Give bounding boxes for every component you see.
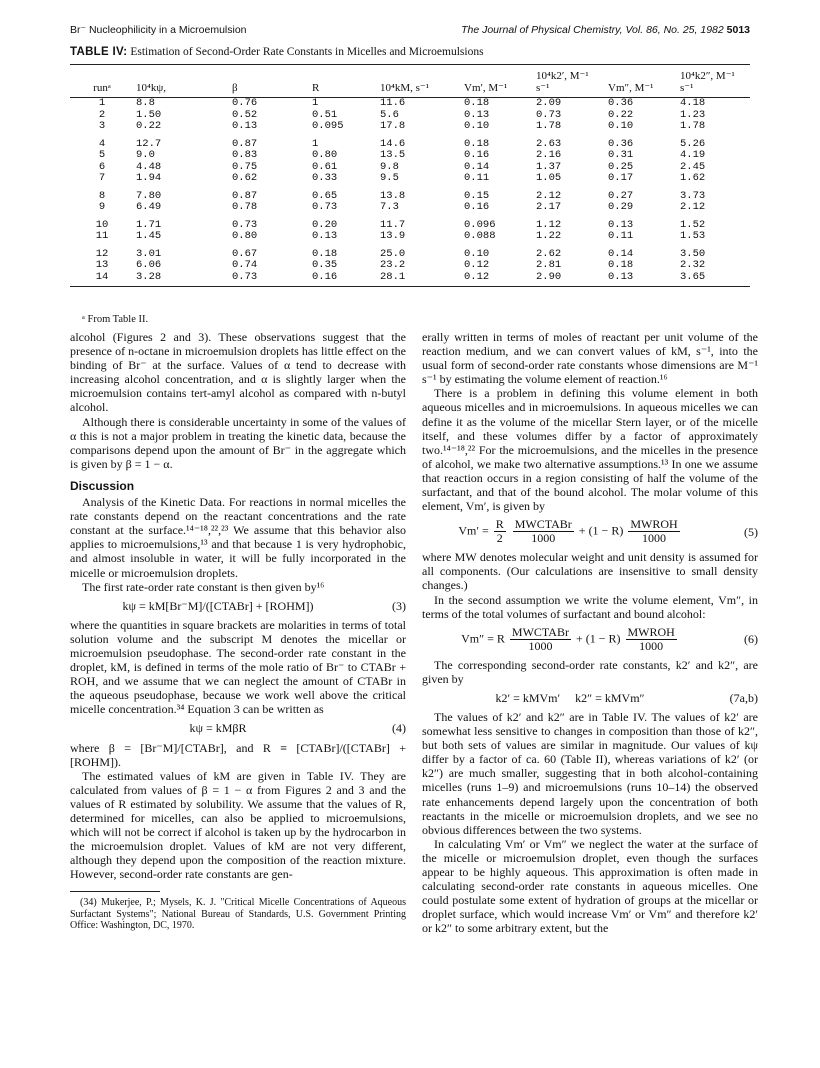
table-cell: 0.36 bbox=[608, 97, 634, 109]
table-cell: 6 bbox=[98, 160, 106, 173]
table-cell: 14 bbox=[70, 272, 134, 287]
paragraph: where the quantities in square brackets are molarities in terms of total solution volume and the subscript M denotes the micellar or microemulsion pseudophase. The second-order rate constant in the droplet, kM, is defined in terms of the mole ratio of Br⁻ to CTABr + ROH, and we assume that we can neglect the amount of CTABr in the aqueous pseudophase, because we work well above the critical micelle concentration.³⁴ Equation 3 can be written as bbox=[70, 617, 406, 717]
table-caption bbox=[70, 46, 760, 58]
table-cell: 7.3 bbox=[380, 201, 399, 213]
equation-3 bbox=[70, 599, 406, 613]
table-cell: 3.01 bbox=[136, 247, 162, 260]
table-cell: 0.13 bbox=[312, 230, 338, 242]
table-cell: 0.13 bbox=[608, 218, 634, 231]
table-cell: 1.05 bbox=[536, 172, 562, 184]
table-cell: 0.73 bbox=[232, 218, 258, 231]
table-cell: 0.80 bbox=[232, 230, 258, 242]
paragraph: Analysis of the Kinetic Data. For reactions in normal micelles the rate constants depend on the reactant concentrations and the rate constant at the surface.¹⁴⁻¹⁸,²²,²³ We assume that this behavior also applies to microemulsions,¹³ and that because 1 is very hydrophobic, and almost insoluble in water, it will be fully incorporated in the micelle or microemulsion droplets. bbox=[70, 495, 406, 580]
table-row bbox=[70, 133, 750, 151]
table-cell: 0.13 bbox=[606, 272, 678, 287]
table-row bbox=[70, 185, 750, 203]
table-cell: 0.22 bbox=[136, 120, 162, 132]
fraction-numerator: MWROH bbox=[630, 517, 678, 532]
table-cell: 1.52 bbox=[680, 218, 706, 231]
equation-5-number: (5) bbox=[744, 524, 758, 539]
table-cell: 5.6 bbox=[380, 108, 399, 121]
col-header-r: R bbox=[310, 70, 378, 98]
table-title: Estimation of Second-Order Rate Constants in Micelles and Microemulsions bbox=[130, 46, 484, 58]
paragraph: alcohol (Figures 2 and 3). These observations suggest that the presence of n-octane in microemulsion droplets has little effect on the binding of Br⁻ at the surface. Values of α tend to decrease with increasing alcohol concentration, and α is slightly larger when the microemulsion contains tert-amyl alcohol as compared with n-butyl alcohol. bbox=[70, 330, 406, 415]
table-cell: 0.78 bbox=[232, 201, 258, 213]
table-cell: 12 bbox=[95, 247, 109, 260]
fraction-denominator: 1000 bbox=[531, 531, 556, 546]
table-cell: 8 bbox=[98, 189, 106, 202]
left-text-column bbox=[70, 330, 406, 932]
table-cell: 0.095 bbox=[312, 120, 344, 132]
equation-6-number: (6) bbox=[744, 632, 758, 647]
table-cell: 13 bbox=[95, 259, 109, 271]
equation-5-body bbox=[422, 518, 718, 545]
table-cell: 0.10 bbox=[464, 120, 490, 132]
table-cell: 0.67 bbox=[232, 247, 258, 260]
table-cell: 1.37 bbox=[536, 160, 562, 173]
table-cell: 13.9 bbox=[380, 230, 406, 242]
table-cell: 0.33 bbox=[312, 172, 338, 184]
paragraph: The values of k2′ and k2″ are in Table IV. The values of k2′ are somewhat less sensitive to changes in composition than those of k2″, but both sets of values are similar in magnitude. Our values of kψ differ by a factor of ca. 60 (Table II), whereas variations of k2′ (or k2″) are much smaller, suggesting that in both alcohol-containing micelles (runs 1–9) and microemulsions (runs 10–14) the observed rate enhancements depend largely upon the concentration of both reactants in the micelle or microemulsion droplets, and we see no obvious differences between the two systems. bbox=[422, 709, 758, 837]
table-cell: 0.61 bbox=[312, 160, 338, 173]
col-header-vm-dprime: Vm″, M⁻¹ bbox=[606, 70, 678, 98]
table-cell: 1.78 bbox=[536, 120, 562, 132]
table-cell: 0.088 bbox=[464, 230, 496, 242]
table-cell: 4.19 bbox=[680, 149, 706, 161]
table-cell: 0.14 bbox=[608, 247, 634, 260]
rate-constant-table bbox=[70, 70, 750, 287]
table-cell: 25.0 bbox=[380, 247, 406, 260]
table-cell: 10 bbox=[95, 218, 109, 231]
table-cell: 0.62 bbox=[232, 172, 258, 184]
table-cell: 2.63 bbox=[536, 137, 562, 150]
table-cell: 4.48 bbox=[136, 160, 162, 173]
table-cell: 1.23 bbox=[680, 108, 706, 121]
table-cell: 9.5 bbox=[380, 172, 399, 184]
paragraph: There is a problem in defining this volume element in both aqueous micelles and in microemulsions. In aqueous micelles we can define it as the volume of the micellar Stern layer, or of the micelle itself, and these volumes differ by a factor of approximately two.¹⁴⁻¹⁸,²² For the microemulsions, and the micelles in the presence of alcohol, we make two alternative assumptions.¹³ In one we assume that reaction occurs in a region consisting of half the volume of the surfactant, and that of the bound alcohol. The molar volume of this element, Vm′, is given by bbox=[422, 386, 758, 514]
table-cell: 1.71 bbox=[136, 218, 162, 231]
table-row bbox=[70, 150, 750, 162]
table-cell: 1 bbox=[98, 97, 106, 109]
table-cell: 1.50 bbox=[136, 108, 162, 121]
table-cell: 5.26 bbox=[680, 137, 706, 150]
equation-6-middle: + (1 − R) bbox=[575, 630, 621, 645]
table-cell: 23.2 bbox=[380, 259, 406, 271]
equation-5-lhs: Vm′ = bbox=[458, 523, 489, 538]
table-cell: 2 bbox=[98, 108, 106, 121]
equation-6-body bbox=[422, 626, 718, 653]
table-cell: 2.09 bbox=[536, 97, 562, 109]
table-cell: 0.73 bbox=[230, 272, 310, 287]
table-cell: 3.73 bbox=[680, 189, 706, 202]
fraction-numerator: MWROH bbox=[627, 624, 675, 639]
table-cell: 0.096 bbox=[464, 218, 496, 231]
table-cell: 0.22 bbox=[608, 108, 634, 121]
right-text-column bbox=[422, 330, 758, 935]
table-row bbox=[70, 110, 750, 122]
table-cell: 0.10 bbox=[464, 247, 490, 260]
table-cell: 1 bbox=[312, 137, 319, 150]
col-header-vm-prime: Vm′, M⁻¹ bbox=[462, 70, 534, 98]
table-cell: 0.76 bbox=[232, 97, 258, 109]
table-body bbox=[70, 98, 750, 287]
table-cell: 1.22 bbox=[536, 230, 562, 242]
table-cell: 6.06 bbox=[136, 259, 162, 271]
table-cell: 1.94 bbox=[136, 172, 162, 184]
paragraph: The estimated values of kM are given in Table IV. They are calculated from values of β = 1 − α from Figures 2 and 3 and the values of R estimated by solubility. We assume that the values of R, determined for micelles, can also be applied to microemulsions, which will not be correct if alcohol is taken up by the hydrocarbon in the microemulsion droplet. Values of kM are not very different, although they depend upon the composition of the reaction mixture. However, second-order rate constants are gen- bbox=[70, 768, 406, 882]
paragraph: In the second assumption we write the volume element, Vm″, in terms of the total volumes of surfactant and bound alcohol: bbox=[422, 592, 758, 621]
fraction-denominator: 1000 bbox=[639, 638, 664, 653]
table-cell: 0.16 bbox=[464, 201, 490, 213]
table-cell: 0.10 bbox=[608, 120, 634, 132]
table-cell: 0.74 bbox=[232, 259, 258, 271]
table-row bbox=[70, 231, 750, 243]
col-header-k2-dprime: 10⁴k2″, M⁻¹ s⁻¹ bbox=[678, 70, 750, 98]
fraction-denominator: 2 bbox=[496, 531, 503, 546]
fraction bbox=[626, 626, 677, 653]
col-header-km: 10⁴kM, s⁻¹ bbox=[378, 70, 462, 98]
fraction-numerator: R bbox=[495, 517, 504, 532]
table-cell: 13.5 bbox=[380, 149, 406, 161]
table-cell: 0.12 bbox=[462, 272, 534, 287]
table-top-rule bbox=[70, 64, 750, 65]
table-row bbox=[70, 162, 750, 174]
table-cell: 0.14 bbox=[464, 160, 490, 173]
table-cell: 0.80 bbox=[312, 149, 338, 161]
table-cell: 0.51 bbox=[312, 108, 338, 121]
col-header-beta: β bbox=[230, 70, 310, 98]
table-cell: 0.20 bbox=[312, 218, 338, 231]
table-header-row bbox=[70, 70, 750, 98]
table-cell: 2.12 bbox=[680, 201, 706, 213]
table-cell: 4.18 bbox=[680, 97, 706, 109]
section-heading-discussion: Discussion bbox=[70, 478, 135, 493]
table-cell: 1.45 bbox=[136, 230, 162, 242]
col-header-run: runᵃ bbox=[70, 70, 134, 98]
equation-6-lhs: Vm″ = R bbox=[461, 630, 505, 645]
equation-5 bbox=[422, 518, 758, 545]
table-cell: 0.18 bbox=[464, 137, 490, 150]
fraction-numerator: MWCTABr bbox=[511, 624, 569, 639]
table-cell: 0.16 bbox=[310, 272, 378, 287]
table-cell: 0.35 bbox=[312, 259, 338, 271]
table-cell: 0.11 bbox=[608, 230, 634, 242]
table-cell: 14.6 bbox=[380, 137, 406, 150]
table-cell: 9.8 bbox=[380, 160, 399, 173]
table-cell: 11.6 bbox=[380, 97, 406, 109]
table-cell: 12.7 bbox=[136, 137, 162, 150]
col-header-kpsi: 10⁴kψ, bbox=[134, 70, 230, 98]
running-head-title: Br⁻ Nucleophilicity in a Microemulsion bbox=[70, 24, 247, 36]
table-cell: 0.18 bbox=[464, 97, 490, 109]
table-cell: 0.83 bbox=[232, 149, 258, 161]
running-head bbox=[70, 24, 750, 40]
equation-7-body: k2′ = kMVm′ k2″ = kMVm″ bbox=[495, 690, 645, 705]
equation-3-number: (3) bbox=[392, 598, 406, 613]
journal-citation: The Journal of Physical Chemistry, Vol. 86, No. 25, 1982 bbox=[461, 24, 724, 36]
table-cell: 0.25 bbox=[608, 160, 634, 173]
paragraph: where β = [Br⁻M]/[CTABr], and R ≡ [CTABr]/([CTABr] + [ROHM]). bbox=[70, 740, 406, 769]
table-row bbox=[70, 202, 750, 214]
table-cell: 0.73 bbox=[312, 201, 338, 213]
table-cell: 0.16 bbox=[464, 149, 490, 161]
table-cell: 0.17 bbox=[608, 172, 634, 184]
table-cell: 2.16 bbox=[536, 149, 562, 161]
equation-4-body: kψ = kMβR bbox=[189, 721, 247, 736]
fraction-denominator: 1000 bbox=[642, 531, 666, 546]
page-number: 5013 bbox=[726, 24, 750, 36]
fraction bbox=[628, 518, 679, 545]
table-cell: 0.36 bbox=[608, 137, 634, 150]
table-cell: 0.11 bbox=[464, 172, 490, 184]
equation-5-middle: + (1 − R) bbox=[578, 523, 624, 538]
table-cell: 0.29 bbox=[608, 201, 634, 213]
table-row bbox=[70, 243, 750, 261]
col-header-k2-prime: 10⁴k2′, M⁻¹ s⁻¹ bbox=[534, 70, 606, 98]
table-cell: 11.7 bbox=[380, 218, 406, 231]
table-row bbox=[70, 98, 750, 110]
table-cell: 0.75 bbox=[232, 160, 258, 173]
table-cell: 0.73 bbox=[536, 108, 562, 121]
table-cell: 8.8 bbox=[136, 97, 155, 109]
table-cell: 11 bbox=[95, 230, 109, 242]
table-cell: 7.80 bbox=[136, 189, 162, 202]
equation-7-number: (7a,b) bbox=[729, 690, 758, 705]
fraction-numerator: MWCTABr bbox=[514, 517, 572, 532]
table-cell: 5 bbox=[98, 149, 106, 161]
table-row bbox=[70, 173, 750, 185]
equation-7 bbox=[422, 691, 758, 705]
table-row bbox=[70, 272, 750, 287]
table-cell: 2.32 bbox=[680, 259, 706, 271]
table-cell: 2.45 bbox=[680, 160, 706, 173]
table-row bbox=[70, 260, 750, 272]
table-cell: 0.12 bbox=[464, 259, 490, 271]
table-cell: 1.53 bbox=[680, 230, 706, 242]
fraction bbox=[513, 518, 574, 545]
table-label: TABLE IV: bbox=[70, 46, 128, 58]
fraction bbox=[510, 626, 571, 653]
table-row bbox=[70, 214, 750, 232]
table-cell: 3 bbox=[98, 120, 106, 132]
table-cell: 6.49 bbox=[136, 201, 162, 213]
fraction bbox=[494, 518, 506, 545]
table-cell: 9 bbox=[98, 201, 106, 213]
table-cell: 28.1 bbox=[378, 272, 462, 287]
table-cell: 9.0 bbox=[136, 149, 155, 161]
reference-34: (34) Mukerjee, P.; Mysels, K. J. "Critical Micelle Concentrations of Aqueous Surfactant Systems"; National Bureau of Standards, U.S. Government Printing Office: Washington, DC, 1970. bbox=[70, 897, 406, 932]
table-cell: 4 bbox=[98, 137, 106, 150]
reference-rule bbox=[70, 891, 160, 892]
table-cell: 0.15 bbox=[464, 189, 490, 202]
table-cell: 1.12 bbox=[536, 218, 562, 231]
paragraph: The first rate-order rate constant is then given by¹⁶ bbox=[82, 579, 325, 594]
table-cell: 1 bbox=[312, 97, 319, 109]
table-cell: 0.52 bbox=[232, 108, 258, 121]
table-cell: 0.18 bbox=[608, 259, 634, 271]
paragraph: In calculating Vm′ or Vm″ we neglect the water at the surface of the micelle or microemulsion droplet, even though the surfaces appear to be highly aqueous. This approximation is often made in calculating second-order rate constants in aqueous micelles. One could postulate some extent of hydration of groups at the micellar or droplet surface, which would increase Vm′ or Vm″ and therefore k2′ or k2″ to some arbitrary extent, but the bbox=[422, 836, 758, 936]
table-footnote: ᵃ From Table II. bbox=[82, 314, 149, 325]
paragraph: The corresponding second-order rate constants, k2′ and k2″, are given by bbox=[422, 657, 758, 686]
table-cell: 3.65 bbox=[678, 272, 750, 287]
equation-3-body: kψ = kM[Br⁻M]/([CTABr] + [ROHM]) bbox=[122, 598, 314, 613]
table-cell: 7 bbox=[98, 172, 106, 184]
paragraph: Although there is considerable uncertainty in some of the values of α this is not a major problem in treating the kinetic data, because the comparisons depend upon the amount of Br⁻ in the aggregate which is given by β = 1 − α. bbox=[70, 414, 406, 471]
table-cell: 1.78 bbox=[680, 120, 706, 132]
table-cell: 17.8 bbox=[380, 120, 406, 132]
table-cell: 13.8 bbox=[380, 189, 406, 202]
running-head-journal bbox=[461, 24, 750, 36]
table-cell: 2.81 bbox=[536, 259, 562, 271]
table-cell: 0.31 bbox=[608, 149, 634, 161]
table-cell: 3.50 bbox=[680, 247, 706, 260]
table-cell: 0.18 bbox=[312, 247, 338, 260]
table-cell: 0.13 bbox=[464, 108, 490, 121]
table-cell: 2.90 bbox=[534, 272, 606, 287]
paragraph: erally written in terms of moles of reactant per unit volume of the reaction medium, and we can convert values of kM, s⁻¹, into the usual form of second-order rate constants whose dimensions are M⁻¹ s⁻¹ by estimating the volume element of reaction.¹⁶ bbox=[422, 330, 758, 387]
table-cell: 2.12 bbox=[536, 189, 562, 202]
equation-4-number: (4) bbox=[392, 721, 406, 736]
paragraph: where MW denotes molecular weight and unit density is assumed for all components. (Our calculations are insensitive to small density changes.) bbox=[422, 550, 758, 593]
table-cell: 0.87 bbox=[232, 189, 258, 202]
equation-6 bbox=[422, 626, 758, 653]
table-cell: 2.17 bbox=[536, 201, 562, 213]
table-cell: 2.62 bbox=[536, 247, 562, 260]
equation-4 bbox=[70, 721, 406, 735]
table-cell: 1.62 bbox=[680, 172, 706, 184]
table-row bbox=[70, 121, 750, 133]
table-cell: 0.27 bbox=[608, 189, 634, 202]
table-cell: 0.87 bbox=[232, 137, 258, 150]
table-cell: 0.13 bbox=[232, 120, 258, 132]
table-cell: 0.65 bbox=[312, 189, 338, 202]
fraction-denominator: 1000 bbox=[528, 638, 553, 653]
table-cell: 3.28 bbox=[134, 272, 230, 287]
